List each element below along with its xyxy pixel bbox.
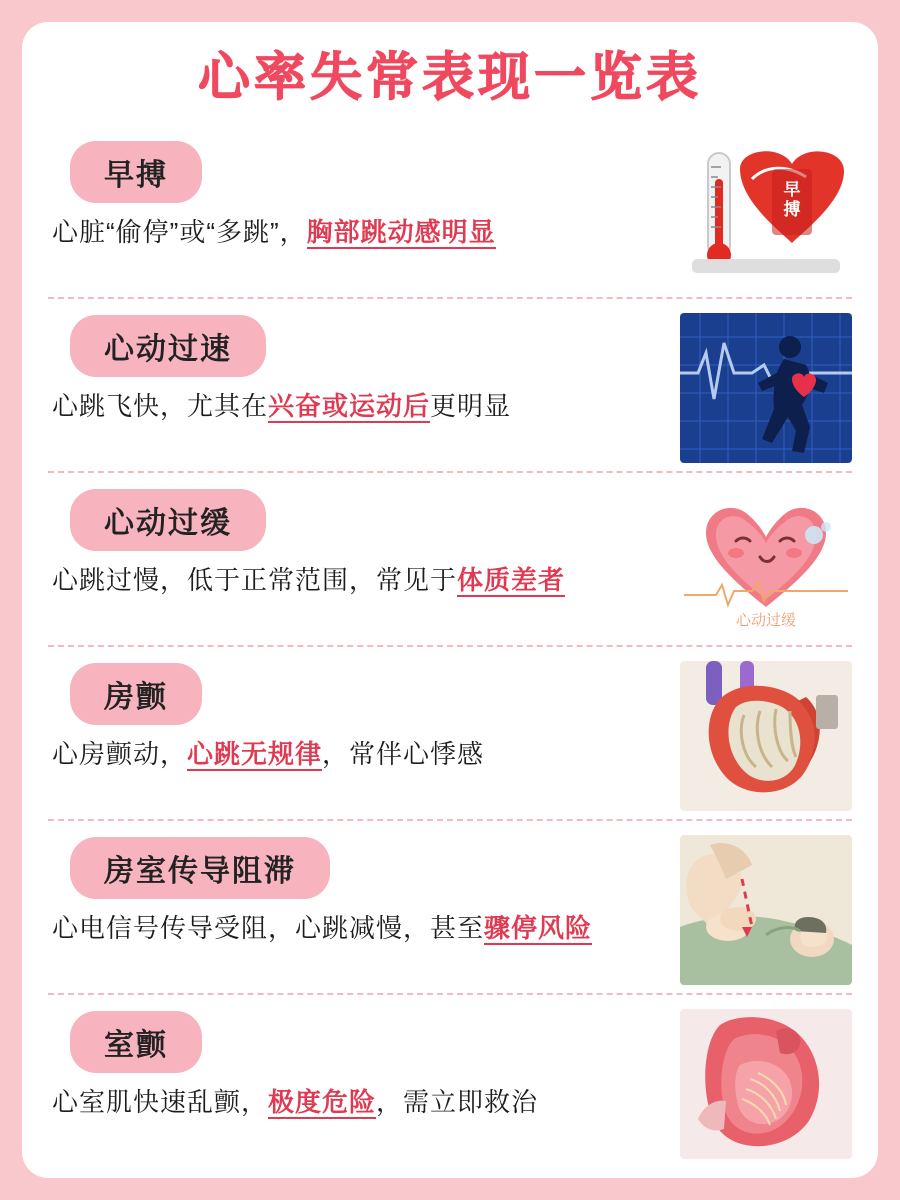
- row-description: [52, 213, 666, 252]
- row-text: [48, 1003, 680, 1128]
- row-label-badge: 心动过速: [70, 315, 266, 377]
- image-caption: 心动过缓: [735, 611, 797, 629]
- running-man-ecg-illustration: [680, 313, 852, 463]
- desc-highlight: 胸部跳动感明显: [306, 217, 496, 247]
- desc-pre: 心电信号传导受阻，心跳减慢，甚至: [52, 913, 485, 943]
- list-item: [48, 993, 852, 1167]
- row-description: [52, 1083, 666, 1122]
- desc-pre: 心室肌快速乱颤，: [52, 1087, 269, 1117]
- svg-text:早: 早: [783, 180, 801, 200]
- svg-text:搏: 搏: [783, 200, 801, 220]
- list-item: [48, 297, 852, 471]
- list-item: [48, 645, 852, 819]
- cpr-chest-compression-illustration: [680, 835, 852, 985]
- row-text: [48, 481, 680, 606]
- row-label-badge: 心动过缓: [70, 489, 266, 551]
- list-item: [48, 819, 852, 993]
- page-title: 心率失常表现一览表: [197, 49, 702, 107]
- row-text: [48, 133, 680, 258]
- poster-card: [22, 22, 878, 1178]
- desc-post: ，需立即救治: [376, 1087, 539, 1117]
- list-item: [48, 125, 852, 297]
- row-text: [48, 829, 680, 954]
- desc-highlight: 心跳无规律: [187, 739, 323, 769]
- list-item: [48, 471, 852, 645]
- sleeping-heart-cartoon-illustration: [680, 487, 852, 637]
- row-label-badge: 房室传导阻滞: [70, 837, 330, 899]
- ventricular-fibrillation-heart-illustration: [680, 1009, 852, 1159]
- row-text: [48, 655, 680, 780]
- row-text: [48, 307, 680, 432]
- desc-pre: 心房颤动，: [52, 739, 188, 769]
- desc-highlight: 极度危险: [268, 1087, 377, 1117]
- desc-post: 更明显: [430, 391, 512, 421]
- desc-pre: 心脏“偷停”或“多跳”，: [52, 217, 307, 247]
- row-description: [52, 735, 666, 774]
- desc-pre: 心跳飞快，尤其在: [52, 391, 269, 421]
- desc-highlight: 体质差者: [457, 565, 566, 595]
- atrial-fibrillation-anatomy-illustration: [680, 661, 852, 811]
- row-label-badge: 房颤: [70, 663, 202, 725]
- row-label-badge: 室颤: [70, 1011, 202, 1073]
- row-description: [52, 909, 666, 948]
- desc-highlight: 兴奋或运动后: [268, 391, 431, 421]
- row-description: [52, 387, 666, 426]
- desc-post: ，常伴心悸感: [322, 739, 485, 769]
- row-description: [52, 561, 666, 600]
- thermometer-heart-illustration: [680, 139, 852, 289]
- row-label-badge: 早搏: [70, 141, 202, 203]
- desc-pre: 心跳过慢，低于正常范围，常见于: [52, 565, 458, 595]
- desc-highlight: 骤停风险: [484, 913, 593, 943]
